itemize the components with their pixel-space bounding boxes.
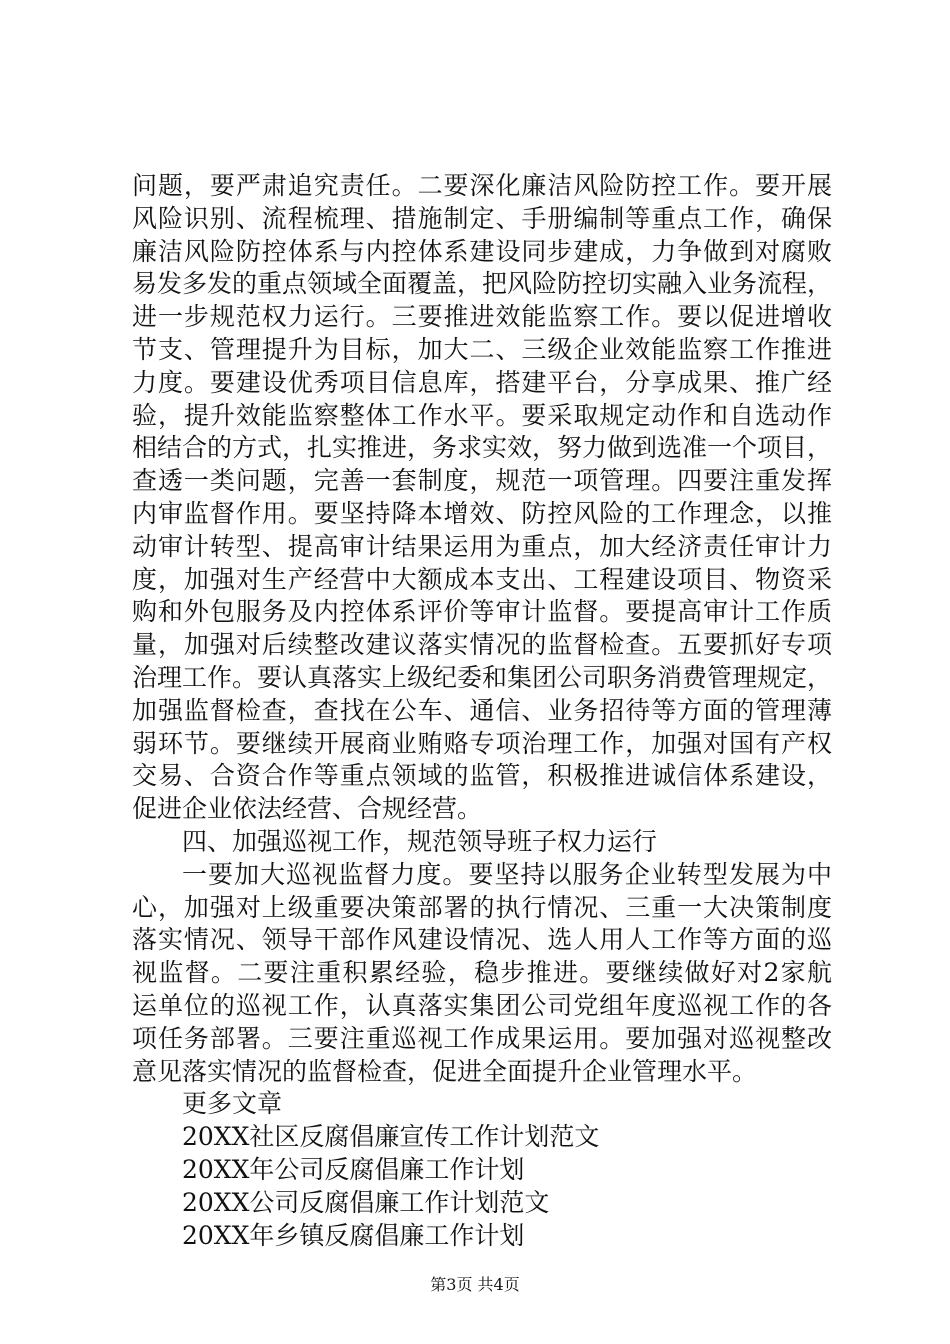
text-line: 运单位的巡视工作，认真落实集团公司党组年度巡视工作的各 [132,990,832,1020]
text-line: 相结合的方式，扎实推进，务求实效，努力做到选准一个项目， [132,433,833,463]
more-article-link[interactable]: 20XX年公司反腐倡廉工作计划 [182,1154,525,1184]
text-line: 度，加强对生产经营中大额成本支出、工程建设项目、物资采 [132,564,832,594]
paragraph-1 [132,170,832,826]
more-article-link[interactable]: 20XX社区反腐倡廉宣传工作计划范文 [182,1122,600,1152]
paragraph-2 [132,859,832,1089]
text-line: 加强监督检查，查找在公车、通信、业务招待等方面的管理薄 [132,695,832,725]
text-line: 问题，要严肃追究责任。二要深化廉洁风险防控工作。要开展 [132,171,832,200]
text-line: 验，提升效能监察整体工作水平。要采取规定动作和自选动作 [132,400,832,430]
section-heading: 四、加强巡视工作，规范领导班子权力运行 [182,826,658,856]
text-line: 落实情况、领导干部作风建设情况、选人用人工作等方面的巡 [132,925,832,955]
text-line: 查透一类问题，完善一套制度，规范一项管理。四要注重发挥 [132,466,832,496]
text-line: 视监督。二要注重积累经验，稳步推进。要继续做好对2家航 [132,958,832,988]
more-article-link[interactable]: 20XX公司反腐倡廉工作计划范文 [182,1187,550,1217]
text-line: 量，加强对后续整改建议落实情况的监督检查。五要抓好专项 [132,630,832,660]
text-line: 交易、合资合作等重点领域的监管，积极推进诚信体系建设， [132,761,832,791]
text-line: 节支、管理提升为目标，加大二、三级企业效能监察工作推进 [132,334,832,364]
text-line: 弱环节。要继续开展商业贿赂专项治理工作，加强对国有产权 [132,728,832,758]
text-line: 风险识别、流程梳理、措施制定、手册编制等重点工作，确保 [132,203,832,233]
text-line: 动审计转型、提高审计结果运用为重点，加大经济责任审计力 [132,531,832,561]
text-line: 促进企业依法经营、合规经营。 [132,794,483,824]
text-line: 一要加大巡视监督力度。要坚持以服务企业转型发展为中 [182,859,832,889]
text-line: 购和外包服务及内控体系评价等审计监督。要提高审计工作质 [132,597,832,627]
text-line: 廉洁风险防控体系与内控体系建设同步建成，力争做到对腐败 [132,236,832,266]
text-line: 治理工作。要认真落实上级纪委和集团公司职务消费管理规定， [132,662,833,692]
more-articles-label: 更多文章 [182,1089,283,1119]
document-body [132,170,832,1252]
text-line: 易发多发的重点领域全面覆盖，把风险防控切实融入业务流程， [132,269,833,299]
text-line: 项任务部署。三要注重巡视工作成果运用。要加强对巡视整改 [132,1023,832,1053]
more-article-link[interactable]: 20XX年乡镇反腐倡廉工作计划 [182,1220,525,1250]
text-line: 力度。要建设优秀项目信息库，搭建平台，分享成果、推广经 [132,367,832,397]
text-line: 心，加强对上级重要决策部署的执行情况、三重一大决策制度 [132,892,832,922]
text-line: 内审监督作用。要坚持降本增效、防控风险的工作理念，以推 [132,498,832,528]
text-line: 意见落实情况的监督检查，促进全面提升企业管理水平。 [132,1056,758,1086]
text-line: 进一步规范权力运行。三要推进效能监察工作。要以促进增收 [132,302,832,332]
page-number-footer: 第3页 共4页 [430,1275,520,1294]
